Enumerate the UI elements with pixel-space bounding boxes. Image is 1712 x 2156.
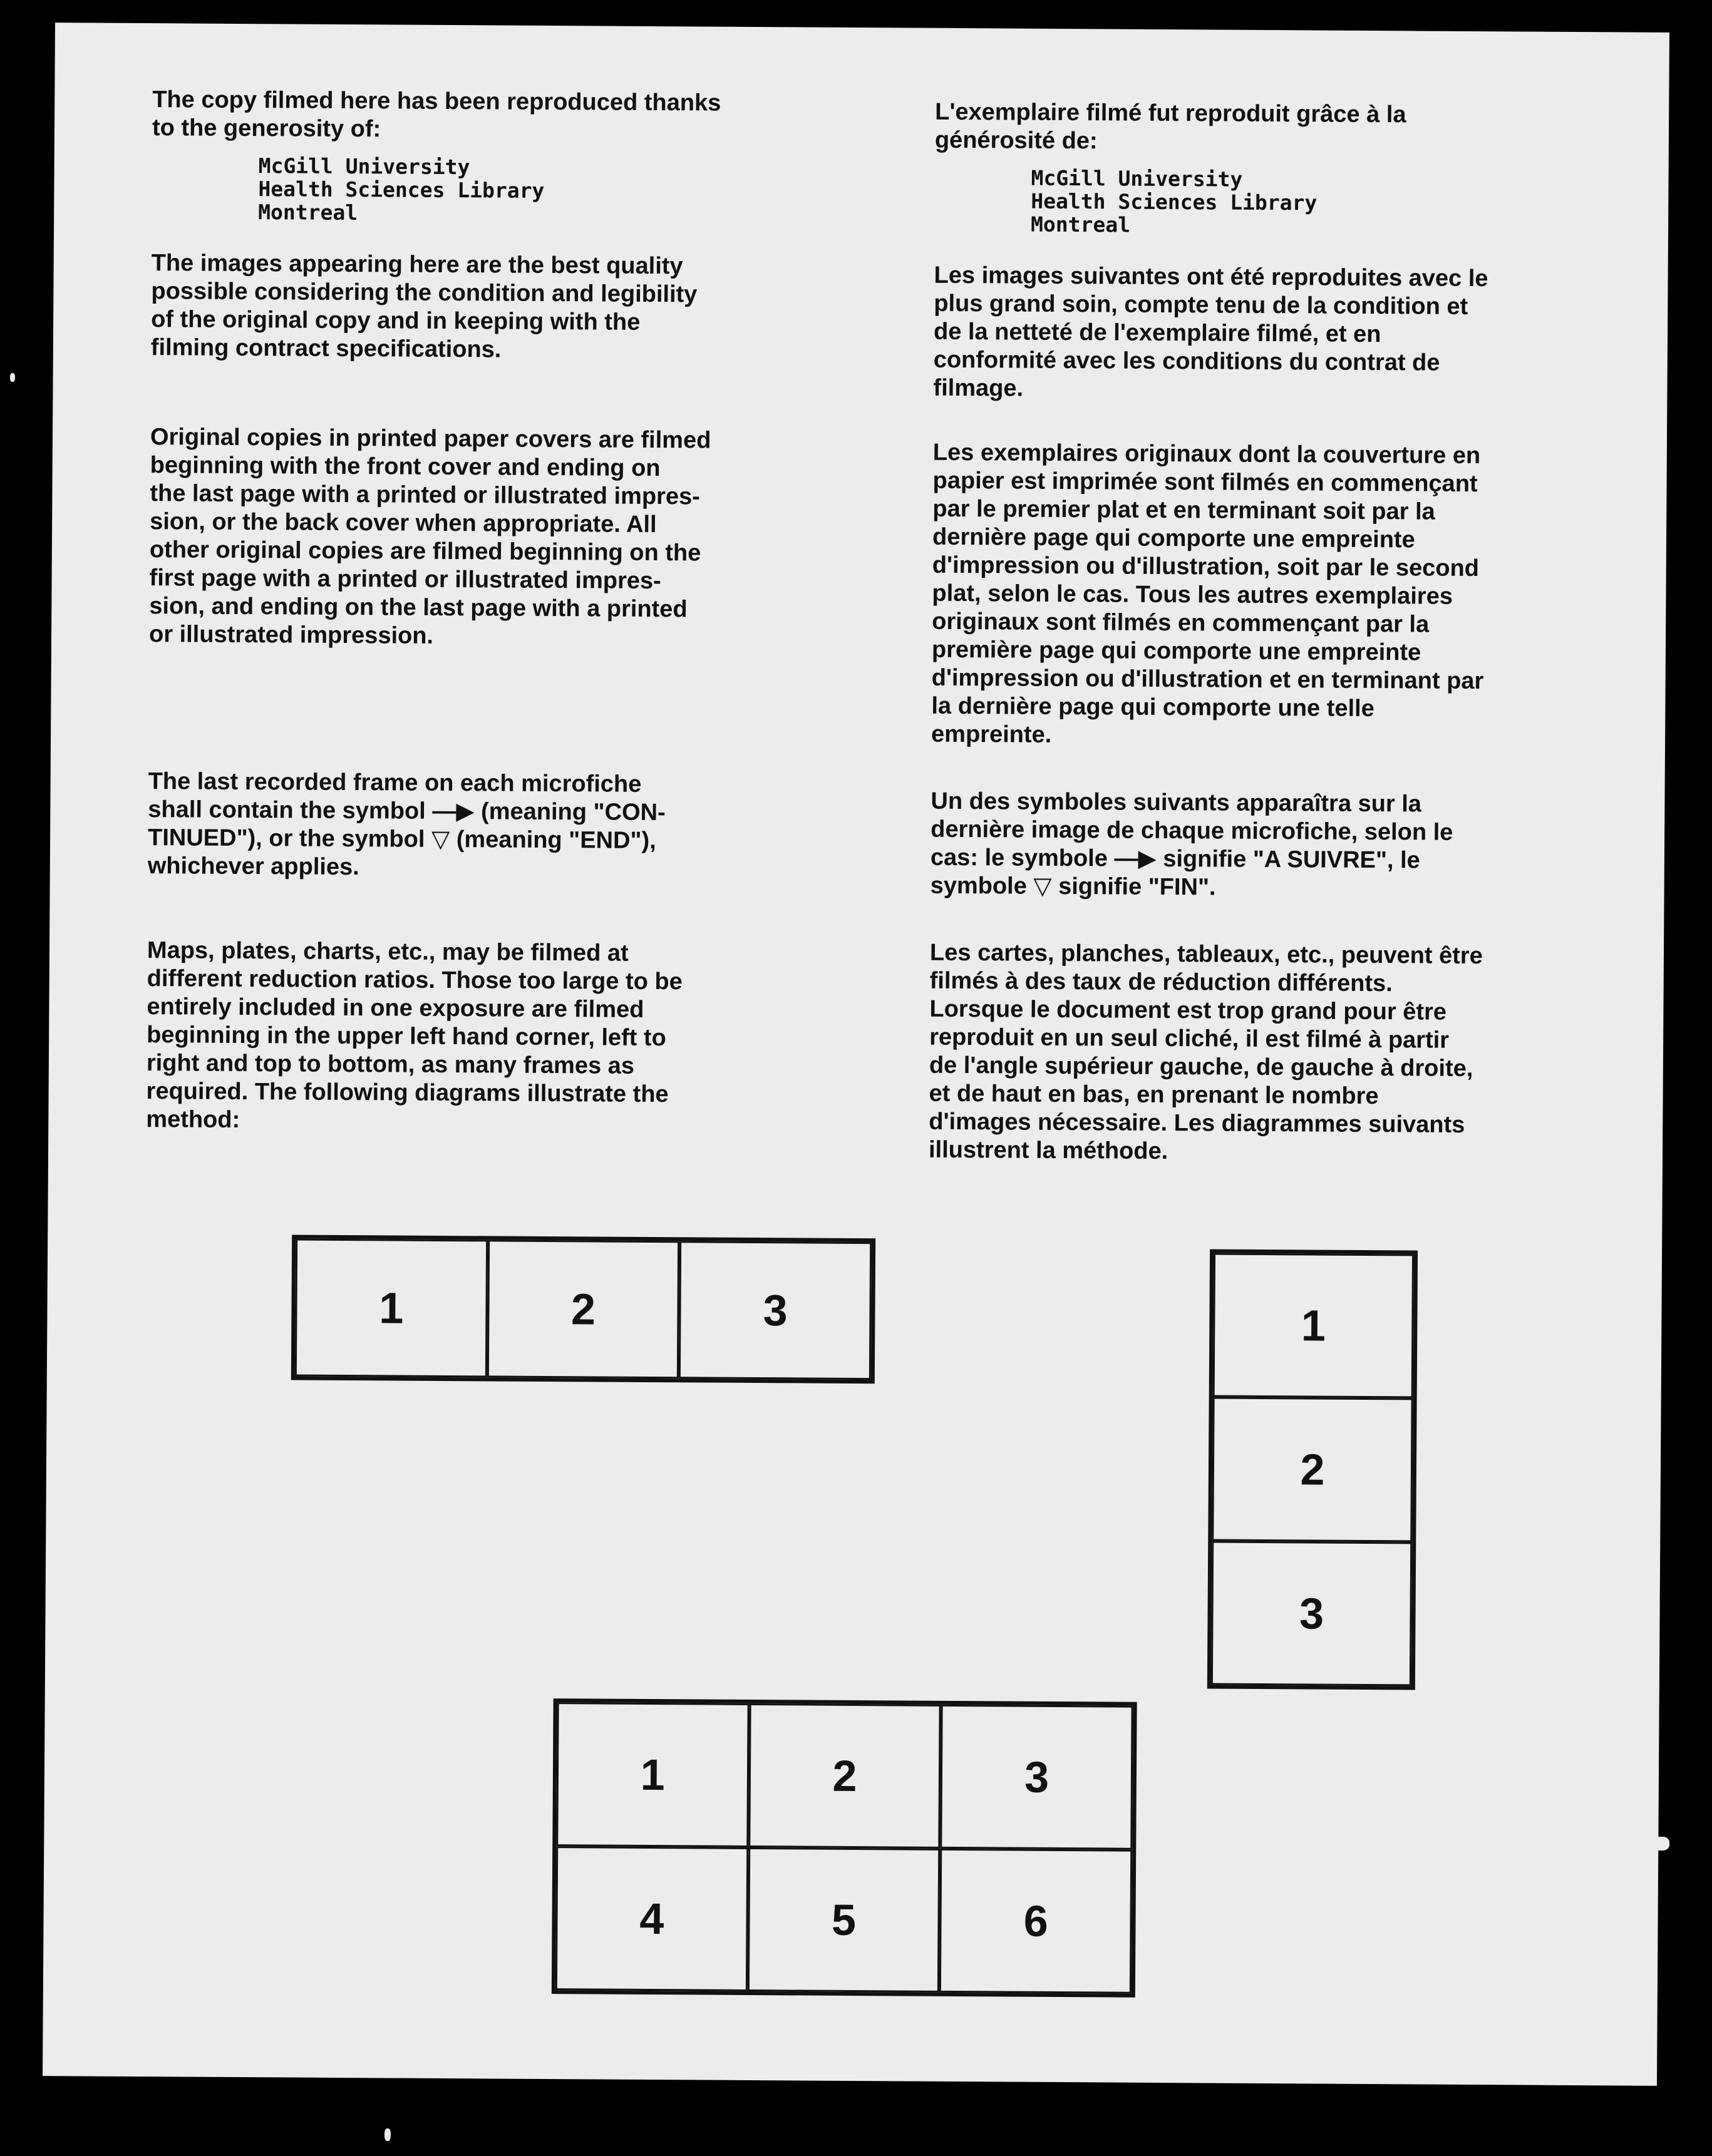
french-symbols-paragraph: Un des symboles suivants apparaîtra sur la dernière image de chaque microfiche, selon le cas: le symbole —▶ signifie "A SUIVRE", le symbole ▽ signifie "FIN". <box>930 788 1453 901</box>
frame-cell: 4 <box>555 1846 748 1991</box>
french-intro: L'exemplaire filmé fut reproduit grâce à la générosité de: <box>934 98 1406 155</box>
english-maps-paragraph: Maps, plates, charts, etc., may be filmed at different reduction ratios. Those too large to be entirely included in one exposure are filmed beginning in the upper left hand corner, left to right and top to bottom, as many frames as required. The following diagrams illustrate the method: <box>146 937 683 1133</box>
film-speck <box>10 373 15 382</box>
frame-cell: 6 <box>939 1849 1132 1994</box>
frame-cell: 1 <box>556 1702 749 1847</box>
english-intro: The copy filmed here has been reproduced thanks to the generosity of: <box>152 86 721 143</box>
english-quality-paragraph: The images appearing here are the best quality possible considering the condition and legibility of the original copy and in keeping with the filming contract specifications. <box>150 250 698 363</box>
frame-cell: 5 <box>748 1847 941 1993</box>
english-library-address: McGill University Health Sciences Library Montreal <box>258 153 545 225</box>
frame-cell: 1 <box>1213 1253 1414 1398</box>
frame-cell: 3 <box>941 1705 1133 1850</box>
filmed-page <box>43 23 1669 2086</box>
english-covers-paragraph: Original copies in printed paper covers are filmed beginning with the front cover and ending on the last page with a printed or illustrated impres- sion, or the back cover when appropriate. All other original copies are filmed beginning on the first page with a printed or illustrated impres- sion, and ending on the last page with a printed or illustrated impression. <box>148 424 711 649</box>
frame-cell: 2 <box>487 1240 679 1378</box>
frame-cell: 1 <box>295 1239 488 1378</box>
frame-cell: 3 <box>1211 1541 1412 1686</box>
french-quality-paragraph: Les images suivantes ont été reproduites avec le plus grand soin, compte tenu de la condition et de la netteté de l'exemplaire filmé, et en conformité avec les conditions du contrat de filmage. <box>933 262 1488 402</box>
english-column <box>146 86 853 1138</box>
frame-cell: 2 <box>748 1703 941 1849</box>
french-library-address: McGill University Health Sciences Library Montreal <box>1030 165 1318 237</box>
frame-cell: 2 <box>1212 1397 1413 1542</box>
diagram-two-by-three <box>552 1698 1137 1998</box>
diagram-row-of-three <box>291 1235 875 1384</box>
film-speck <box>384 2128 391 2141</box>
french-covers-paragraph: Les exemplaires originaux dont la couverture en papier est imprimée sont filmés en commençant par le premier plat et en terminant soit par la dernière page qui comporte une empreinte d'impression ou d'illustration, soit par le second plat, selon le cas. Tous les autres exemplaires originaux sont filmés en commençant par la première page qui comporte une empreinte d'impression ou d'illustration et en terminant par la dernière page qui comporte une telle empreinte. <box>931 439 1484 748</box>
frame-cell: 3 <box>679 1241 872 1380</box>
film-speck <box>1653 1837 1669 1851</box>
diagram-column-of-three <box>1207 1249 1418 1690</box>
english-symbols-paragraph: The last recorded frame on each microfiche shall contain the symbol —▶ (meaning "CON- TINUED"), or the symbol ▽ (meaning "END"), whichever applies. <box>147 768 666 881</box>
french-maps-paragraph: Les cartes, planches, tableaux, etc., peuvent être filmés à des taux de réduction différents. Lorsque le document est trop grand pour être reproduit en un seul cliché, il est filmé à partir de l'angle supérieur gauche, de gauche à droite, et de haut en bas, en prenant le nombre d'images nécessaire. Les diagrammes suivants illustrent la méthode. <box>928 939 1483 1165</box>
french-column <box>929 98 1642 1169</box>
